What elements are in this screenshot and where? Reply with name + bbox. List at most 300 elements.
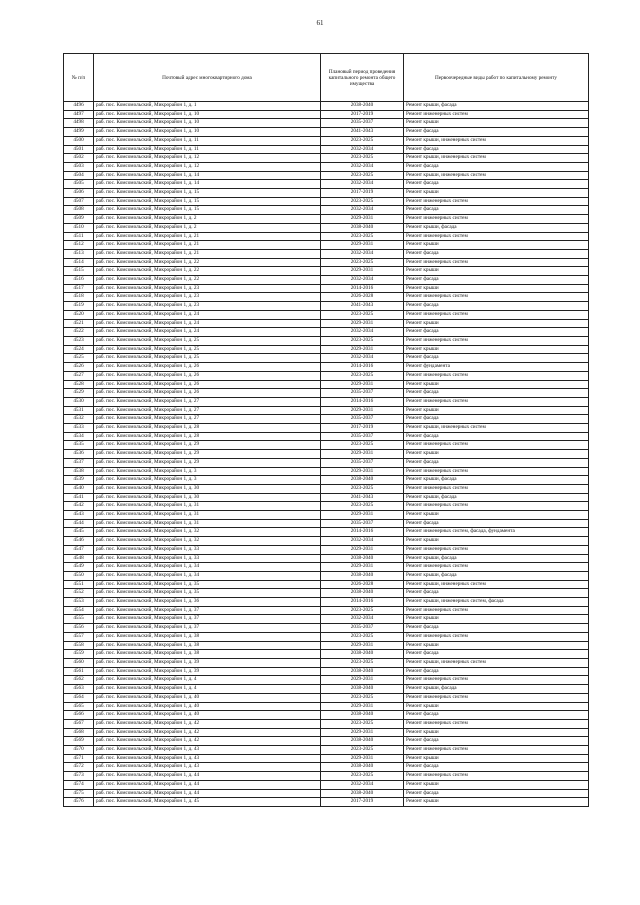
cell-period: 2032-2034: [321, 780, 404, 789]
table-row: [64, 545, 589, 554]
table-row: [64, 267, 589, 276]
cell-works: Ремонт крыши: [404, 284, 589, 293]
cell-address: раб. пос. Комсомольский, Микрорайон 1, д. 26: [94, 363, 321, 372]
cell-works: Ремонт фасада: [404, 276, 589, 285]
cell-number: 4575: [64, 789, 94, 798]
cell-works: Ремонт крыши: [404, 319, 589, 328]
cell-number: 4520: [64, 310, 94, 319]
cell-address: раб. пос. Комсомольский, Микрорайон 1, д. 40: [94, 693, 321, 702]
cell-period: 2017-2019: [321, 110, 404, 119]
cell-period: 2023-2025: [321, 197, 404, 206]
cell-works: Ремонт инженерных систем: [404, 746, 589, 755]
cell-number: 4512: [64, 241, 94, 250]
cell-period: 2029-2031: [321, 563, 404, 572]
cell-address: раб. пос. Комсомольский, Микрорайон 1, д. 45: [94, 798, 321, 807]
cell-works: Ремонт инженерных систем: [404, 441, 589, 450]
cell-number: 4539: [64, 476, 94, 485]
cell-works: Ремонт фасада: [404, 145, 589, 154]
cell-number: 4534: [64, 432, 94, 441]
cell-number: 4559: [64, 650, 94, 659]
cell-number: 4516: [64, 276, 94, 285]
cell-works: Ремонт инженерных систем: [404, 293, 589, 302]
table-row: [64, 484, 589, 493]
cell-period: 2038-2040: [321, 554, 404, 563]
cell-period: 2035-2037: [321, 415, 404, 424]
cell-period: 2023-2025: [321, 336, 404, 345]
cell-address: раб. пос. Комсомольский, Микрорайон 1, д. 31: [94, 502, 321, 511]
cell-address: раб. пос. Комсомольский, Микрорайон 1, д. 15: [94, 197, 321, 206]
table-row: [64, 580, 589, 589]
table-row: [64, 554, 589, 563]
cell-works: Ремонт крыши: [404, 406, 589, 415]
cell-works: Ремонт крыши, инженерных систем: [404, 580, 589, 589]
cell-period: 2035-2037: [321, 458, 404, 467]
table-row: [64, 110, 589, 119]
cell-address: раб. пос. Комсомольский, Микрорайон 1, д. 37: [94, 606, 321, 615]
cell-address: раб. пос. Комсомольский, Микрорайон 1, д. 39: [94, 659, 321, 668]
cell-period: 2029-2031: [321, 450, 404, 459]
cell-works: Ремонт фасада: [404, 667, 589, 676]
cell-address: раб. пос. Комсомольский, Микрорайон 1, д. 40: [94, 711, 321, 720]
cell-number: 4565: [64, 702, 94, 711]
cell-works: Ремонт крыши, фасада: [404, 685, 589, 694]
table-row: [64, 676, 589, 685]
cell-works: Ремонт крыши, инженерных систем: [404, 136, 589, 145]
table-row: [64, 223, 589, 232]
cell-address: раб. пос. Комсомольский, Микрорайон 1, д. 24: [94, 319, 321, 328]
cell-works: Ремонт инженерных систем: [404, 336, 589, 345]
cell-address: раб. пос. Комсомольский, Микрорайон 1, д. 27: [94, 406, 321, 415]
cell-number: 4526: [64, 363, 94, 372]
cell-period: 2023-2025: [321, 502, 404, 511]
cell-works: Ремонт инженерных систем: [404, 502, 589, 511]
table-row: [64, 606, 589, 615]
cell-works: Ремонт фасада: [404, 458, 589, 467]
cell-address: раб. пос. Комсомольский, Микрорайон 1, д. 14: [94, 180, 321, 189]
cell-works: Ремонт фасада: [404, 763, 589, 772]
cell-address: раб. пос. Комсомольский, Микрорайон 1, д. 32: [94, 528, 321, 537]
table-row: [64, 102, 589, 111]
cell-period: 2038-2040: [321, 102, 404, 111]
table-row: [64, 754, 589, 763]
table-row: [64, 589, 589, 598]
cell-period: 2041-2043: [321, 493, 404, 502]
cell-number: 4532: [64, 415, 94, 424]
table-row: [64, 276, 589, 285]
cell-period: 2014-2016: [321, 528, 404, 537]
cell-number: 4504: [64, 171, 94, 180]
cell-address: раб. пос. Комсомольский, Микрорайон 1, д. 4: [94, 676, 321, 685]
cell-period: 2032-2034: [321, 180, 404, 189]
cell-period: 2035-2037: [321, 389, 404, 398]
cell-number: 4572: [64, 763, 94, 772]
table-row: [64, 641, 589, 650]
cell-works: Ремонт инженерных систем: [404, 258, 589, 267]
table-row: [64, 154, 589, 163]
table-row: [64, 685, 589, 694]
cell-address: раб. пос. Комсомольский, Микрорайон 1, д. 44: [94, 780, 321, 789]
cell-period: 2032-2034: [321, 145, 404, 154]
cell-address: раб. пос. Комсомольский, Микрорайон 1, д. 2: [94, 223, 321, 232]
table-row: [64, 728, 589, 737]
cell-number: 4548: [64, 554, 94, 563]
cell-address: раб. пос. Комсомольский, Микрорайон 1, д. 21: [94, 232, 321, 241]
column-header-number: № п/п: [64, 54, 94, 102]
cell-address: раб. пос. Комсомольский, Микрорайон 1, д. 43: [94, 754, 321, 763]
cell-address: раб. пос. Комсомольский, Микрорайон 1, д. 39: [94, 667, 321, 676]
table-row: [64, 432, 589, 441]
cell-number: 4523: [64, 336, 94, 345]
cell-period: 2038-2040: [321, 711, 404, 720]
cell-number: 4535: [64, 441, 94, 450]
cell-works: Ремонт крыши, фасада: [404, 476, 589, 485]
cell-period: 2029-2031: [321, 319, 404, 328]
cell-period: 2017-2019: [321, 189, 404, 198]
cell-number: 4511: [64, 232, 94, 241]
cell-period: 2038-2040: [321, 650, 404, 659]
cell-period: 2029-2031: [321, 728, 404, 737]
table-row: [64, 310, 589, 319]
cell-period: 2029-2031: [321, 641, 404, 650]
cell-works: Ремонт инженерных систем: [404, 310, 589, 319]
column-header-period: Плановый период проведения капитального ремонта общего имущества: [321, 54, 404, 102]
cell-number: 4533: [64, 424, 94, 433]
cell-works: Ремонт крыши: [404, 241, 589, 250]
table-row: [64, 363, 589, 372]
cell-works: Ремонт инженерных систем, фасада, фундамента: [404, 528, 589, 537]
cell-number: 4518: [64, 293, 94, 302]
cell-works: Ремонт крыши, инженерных систем: [404, 659, 589, 668]
cell-works: Ремонт крыши: [404, 189, 589, 198]
cell-period: 2023-2025: [321, 632, 404, 641]
table-row: [64, 171, 589, 180]
table-row: [64, 511, 589, 520]
cell-works: Ремонт инженерных систем: [404, 215, 589, 224]
cell-address: раб. пос. Комсомольский, Микрорайон 1, д. 32: [94, 537, 321, 546]
cell-number: 4545: [64, 528, 94, 537]
cell-works: Ремонт инженерных систем: [404, 232, 589, 241]
cell-number: 4513: [64, 249, 94, 258]
table-row: [64, 162, 589, 171]
cell-number: 4515: [64, 267, 94, 276]
table-row: [64, 241, 589, 250]
cell-works: Ремонт крыши: [404, 641, 589, 650]
cell-period: 2038-2040: [321, 763, 404, 772]
cell-works: Ремонт фасада: [404, 789, 589, 798]
cell-address: раб. пос. Комсомольский, Микрорайон 1, д. 26: [94, 371, 321, 380]
cell-number: 4571: [64, 754, 94, 763]
cell-number: 4507: [64, 197, 94, 206]
table-row: [64, 737, 589, 746]
cell-period: 2029-2031: [321, 267, 404, 276]
cell-period: 2029-2031: [321, 215, 404, 224]
table-row: [64, 702, 589, 711]
cell-address: раб. пос. Комсомольский, Микрорайон 1, д. 38: [94, 641, 321, 650]
cell-period: 2023-2025: [321, 136, 404, 145]
cell-works: Ремонт крыши: [404, 728, 589, 737]
cell-works: Ремонт крыши, инженерных систем: [404, 154, 589, 163]
table-row: [64, 354, 589, 363]
cell-period: 2023-2025: [321, 746, 404, 755]
table-row: [64, 284, 589, 293]
cell-period: 2026-2028: [321, 580, 404, 589]
cell-number: 4546: [64, 537, 94, 546]
cell-address: раб. пос. Комсомольский, Микрорайон 1, д. 37: [94, 615, 321, 624]
cell-number: 4502: [64, 154, 94, 163]
cell-period: 2035-2037: [321, 119, 404, 128]
cell-address: раб. пос. Комсомольский, Микрорайон 1, д. 14: [94, 171, 321, 180]
cell-number: 4506: [64, 189, 94, 198]
table-row: [64, 302, 589, 311]
table-row: [64, 415, 589, 424]
table-row: [64, 528, 589, 537]
cell-works: Ремонт инженерных систем: [404, 484, 589, 493]
cell-address: раб. пос. Комсомольский, Микрорайон 1, д. 24: [94, 310, 321, 319]
cell-number: 4527: [64, 371, 94, 380]
cell-works: Ремонт крыши: [404, 450, 589, 459]
table-row: [64, 232, 589, 241]
cell-period: 2023-2025: [321, 659, 404, 668]
cell-number: 4497: [64, 110, 94, 119]
cell-period: 2032-2034: [321, 162, 404, 171]
cell-works: Ремонт крыши: [404, 798, 589, 807]
table-row: [64, 189, 589, 198]
cell-works: Ремонт крыши: [404, 780, 589, 789]
cell-address: раб. пос. Комсомольский, Микрорайон 1, д. 35: [94, 580, 321, 589]
cell-period: 2023-2025: [321, 171, 404, 180]
cell-address: раб. пос. Комсомольский, Микрорайон 1, д. 33: [94, 545, 321, 554]
cell-number: 4524: [64, 345, 94, 354]
column-header-address: Почтовый адрес многоквартирного дома: [94, 54, 321, 102]
column-header-works: Первоочередные виды работ по капитальному ремонту: [404, 54, 589, 102]
cell-address: раб. пос. Комсомольский, Микрорайон 1, д. 12: [94, 162, 321, 171]
cell-number: 4525: [64, 354, 94, 363]
cell-period: 2032-2034: [321, 276, 404, 285]
cell-address: раб. пос. Комсомольский, Микрорайон 1, д. 10: [94, 119, 321, 128]
cell-number: 4562: [64, 676, 94, 685]
cell-address: раб. пос. Комсомольский, Микрорайон 1, д. 11: [94, 136, 321, 145]
cell-period: 2032-2034: [321, 354, 404, 363]
cell-address: раб. пос. Комсомольский, Микрорайон 1, д. 3: [94, 476, 321, 485]
table-row: [64, 441, 589, 450]
cell-period: 2029-2031: [321, 754, 404, 763]
cell-period: 2035-2037: [321, 624, 404, 633]
cell-number: 4568: [64, 728, 94, 737]
cell-number: 4503: [64, 162, 94, 171]
cell-works: Ремонт крыши, фасада: [404, 223, 589, 232]
table-row: [64, 563, 589, 572]
cell-address: раб. пос. Комсомольский, Микрорайон 1, д. 26: [94, 380, 321, 389]
cell-works: Ремонт фасада: [404, 519, 589, 528]
cell-address: раб. пос. Комсомольский, Микрорайон 1, д. 27: [94, 397, 321, 406]
cell-number: 4541: [64, 493, 94, 502]
cell-period: 2038-2040: [321, 667, 404, 676]
cell-number: 4567: [64, 719, 94, 728]
table-row: [64, 763, 589, 772]
cell-number: 4543: [64, 511, 94, 520]
table-row: [64, 632, 589, 641]
cell-period: 2023-2025: [321, 719, 404, 728]
cell-works: Ремонт крыши: [404, 345, 589, 354]
table-row: [64, 624, 589, 633]
cell-address: раб. пос. Комсомольский, Микрорайон 1, д. 29: [94, 450, 321, 459]
cell-works: Ремонт фасада: [404, 180, 589, 189]
cell-works: Ремонт фасада: [404, 128, 589, 137]
cell-address: раб. пос. Комсомольский, Микрорайон 1, д. 38: [94, 632, 321, 641]
table-row: [64, 206, 589, 215]
cell-address: раб. пос. Комсомольский, Микрорайон 1, д. 28: [94, 432, 321, 441]
cell-number: 4514: [64, 258, 94, 267]
table-row: [64, 180, 589, 189]
table-row: [64, 293, 589, 302]
table-row: [64, 397, 589, 406]
cell-period: 2038-2040: [321, 571, 404, 580]
cell-period: 2038-2040: [321, 223, 404, 232]
cell-number: 4496: [64, 102, 94, 111]
cell-number: 4563: [64, 685, 94, 694]
cell-number: 4557: [64, 632, 94, 641]
table-row: [64, 789, 589, 798]
table-header-row: [64, 54, 589, 102]
cell-works: Ремонт инженерных систем: [404, 772, 589, 781]
cell-number: 4538: [64, 467, 94, 476]
cell-address: раб. пос. Комсомольский, Микрорайон 1, д. 25: [94, 345, 321, 354]
cell-works: Ремонт крыши: [404, 267, 589, 276]
cell-address: раб. пос. Комсомольский, Микрорайон 1, д. 15: [94, 189, 321, 198]
cell-address: раб. пос. Комсомольский, Микрорайон 1, д. 24: [94, 328, 321, 337]
cell-period: 2029-2031: [321, 511, 404, 520]
cell-number: 4570: [64, 746, 94, 755]
table-row: [64, 719, 589, 728]
cell-period: 2026-2028: [321, 293, 404, 302]
cell-works: Ремонт фасада: [404, 249, 589, 258]
cell-period: 2029-2031: [321, 702, 404, 711]
cell-number: 4550: [64, 571, 94, 580]
cell-address: раб. пос. Комсомольский, Микрорайон 1, д. 29: [94, 458, 321, 467]
table-row: [64, 467, 589, 476]
table-row: [64, 197, 589, 206]
cell-works: Ремонт фасада: [404, 624, 589, 633]
cell-number: 4549: [64, 563, 94, 572]
cell-works: Ремонт фасада: [404, 389, 589, 398]
cell-period: 2023-2025: [321, 371, 404, 380]
table-row: [64, 772, 589, 781]
cell-period: 2023-2025: [321, 310, 404, 319]
cell-number: 4547: [64, 545, 94, 554]
cell-works: Ремонт инженерных систем: [404, 197, 589, 206]
cell-address: раб. пос. Комсомольский, Микрорайон 1, д. 1: [94, 102, 321, 111]
table-body: [64, 102, 589, 807]
cell-period: 2032-2034: [321, 206, 404, 215]
cell-works: Ремонт фасада: [404, 650, 589, 659]
cell-number: 4558: [64, 641, 94, 650]
cell-number: 4552: [64, 589, 94, 598]
cell-address: раб. пос. Комсомольский, Микрорайон 1, д. 44: [94, 789, 321, 798]
cell-period: 2038-2040: [321, 476, 404, 485]
cell-period: 2023-2025: [321, 772, 404, 781]
table-row: [64, 119, 589, 128]
cell-period: 2032-2034: [321, 537, 404, 546]
cell-number: 4542: [64, 502, 94, 511]
cell-number: 4500: [64, 136, 94, 145]
cell-number: 4564: [64, 693, 94, 702]
table-row: [64, 336, 589, 345]
cell-period: 2023-2025: [321, 154, 404, 163]
cell-address: раб. пос. Комсомольский, Микрорайон 1, д. 28: [94, 424, 321, 433]
cell-address: раб. пос. Комсомольский, Микрорайон 1, д. 25: [94, 336, 321, 345]
cell-works: Ремонт инженерных систем: [404, 693, 589, 702]
cell-address: раб. пос. Комсомольский, Микрорайон 1, д. 15: [94, 206, 321, 215]
table-row: [64, 711, 589, 720]
cell-number: 4501: [64, 145, 94, 154]
table-row: [64, 136, 589, 145]
cell-works: Ремонт инженерных систем: [404, 563, 589, 572]
cell-period: 2032-2034: [321, 615, 404, 624]
cell-address: раб. пос. Комсомольский, Микрорайон 1, д. 42: [94, 737, 321, 746]
cell-works: Ремонт фасада: [404, 162, 589, 171]
cell-address: раб. пос. Комсомольский, Микрорайон 1, д. 42: [94, 719, 321, 728]
cell-number: 4498: [64, 119, 94, 128]
cell-number: 4560: [64, 659, 94, 668]
table-row: [64, 450, 589, 459]
cell-period: 2023-2025: [321, 693, 404, 702]
cell-number: 4574: [64, 780, 94, 789]
cell-address: раб. пос. Комсомольский, Микрорайон 1, д. 38: [94, 650, 321, 659]
cell-address: раб. пос. Комсомольский, Микрорайон 1, д. 30: [94, 484, 321, 493]
cell-period: 2038-2040: [321, 789, 404, 798]
table-row: [64, 493, 589, 502]
cell-address: раб. пос. Комсомольский, Микрорайон 1, д. 40: [94, 702, 321, 711]
cell-address: раб. пос. Комсомольский, Микрорайон 1, д. 23: [94, 284, 321, 293]
cell-works: Ремонт инженерных систем: [404, 371, 589, 380]
table-row: [64, 798, 589, 807]
cell-address: раб. пос. Комсомольский, Микрорайон 1, д. 22: [94, 276, 321, 285]
cell-period: 2038-2040: [321, 589, 404, 598]
cell-period: 2029-2031: [321, 545, 404, 554]
repair-schedule-table: [63, 53, 589, 807]
cell-address: раб. пос. Комсомольский, Микрорайон 1, д. 23: [94, 302, 321, 311]
cell-address: раб. пос. Комсомольский, Микрорайон 1, д. 4: [94, 685, 321, 694]
cell-period: 2032-2034: [321, 328, 404, 337]
cell-number: 4553: [64, 598, 94, 607]
table-row: [64, 328, 589, 337]
cell-address: раб. пос. Комсомольский, Микрорайон 1, д. 22: [94, 267, 321, 276]
cell-address: раб. пос. Комсомольский, Микрорайон 1, д. 29: [94, 441, 321, 450]
cell-address: раб. пос. Комсомольский, Микрорайон 1, д. 31: [94, 511, 321, 520]
cell-period: 2014-2016: [321, 598, 404, 607]
table-row: [64, 380, 589, 389]
cell-works: Ремонт инженерных систем: [404, 632, 589, 641]
cell-works: Ремонт инженерных систем: [404, 606, 589, 615]
cell-number: 4540: [64, 484, 94, 493]
table-row: [64, 215, 589, 224]
cell-number: 4569: [64, 737, 94, 746]
cell-address: раб. пос. Комсомольский, Микрорайон 1, д. 3: [94, 467, 321, 476]
cell-works: Ремонт крыши, инженерных систем: [404, 424, 589, 433]
table-row: [64, 345, 589, 354]
cell-works: Ремонт фасада: [404, 302, 589, 311]
cell-period: 2023-2025: [321, 441, 404, 450]
cell-period: 2023-2025: [321, 258, 404, 267]
table-row: [64, 389, 589, 398]
cell-works: Ремонт крыши, инженерных систем: [404, 171, 589, 180]
cell-works: Ремонт крыши, фасада: [404, 493, 589, 502]
cell-works: Ремонт фасада: [404, 206, 589, 215]
cell-address: раб. пос. Комсомольский, Микрорайон 1, д. 22: [94, 258, 321, 267]
cell-address: раб. пос. Комсомольский, Микрорайон 1, д. 42: [94, 728, 321, 737]
table-row: [64, 458, 589, 467]
cell-works: Ремонт инженерных систем: [404, 545, 589, 554]
